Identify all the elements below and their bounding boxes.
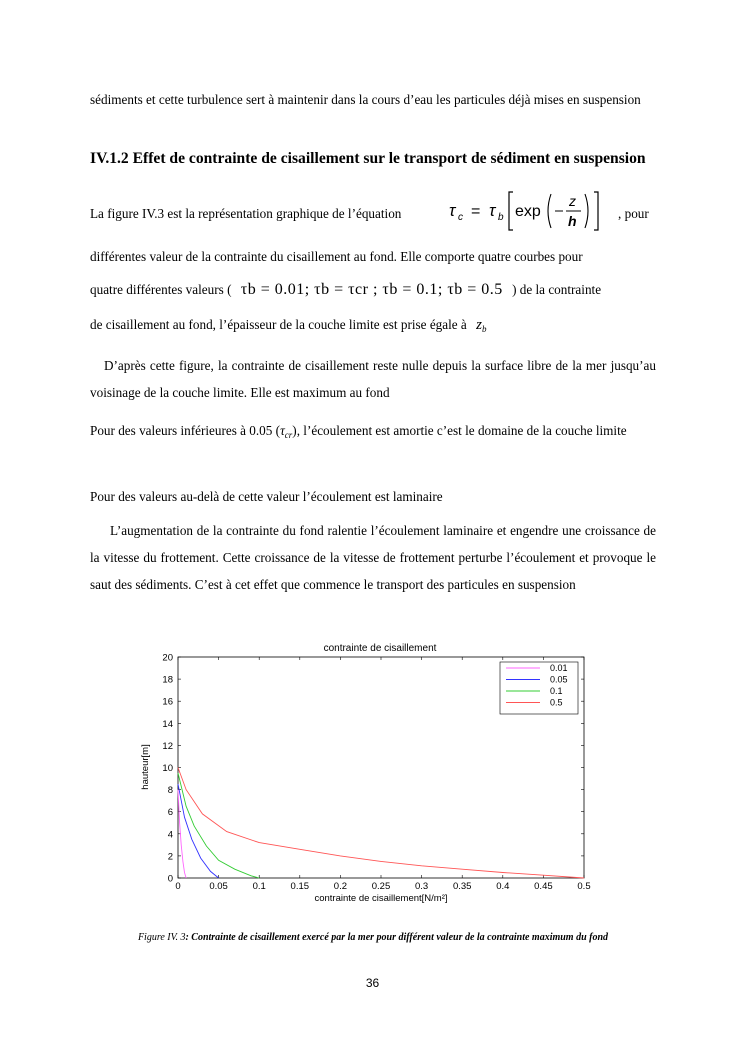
paragraph-inferieures: Pour des valeurs inférieures à 0.05 $(\tau_{cr})$, l’écoulement est amortie c’est le domaine de la couche limite (90, 423, 627, 440)
y-tick-label: 16 (162, 696, 173, 708)
x-axis-label: contrainte de cisaillement[N/m²] (314, 893, 448, 904)
legend-label: 0.1 (550, 686, 563, 696)
zb-symbol: $z_b$ (476, 317, 487, 334)
x-tick-label: 0.4 (496, 881, 510, 892)
x-tick-label: 0.05 (209, 881, 228, 892)
y-axis-label: hauteur[m] (140, 744, 151, 790)
eq-rhs-sub: b (498, 212, 504, 223)
y-tick-label: 12 (162, 740, 173, 752)
eq-equals: = (471, 203, 481, 220)
eq-lhs: τ (449, 201, 456, 220)
shear-stress-chart (130, 636, 610, 908)
x-tick-label: 0 (175, 881, 181, 892)
y-tick-label: 2 (167, 851, 173, 863)
tau-cr-symbol: $\tau_{cr}$ (280, 423, 293, 440)
figure-caption: Figure IV. 3: Contrainte de cisaillement exercé par la mer pour différent valeur de la contrainte maximum du fond (137, 932, 609, 943)
eq-den: h (568, 213, 577, 229)
legend-label: 0.5 (550, 697, 563, 708)
eq-num: z (569, 193, 576, 209)
eq-lhs-sub: c (458, 212, 463, 223)
page-number: 36 (365, 976, 380, 990)
y-tick-label: 4 (167, 829, 173, 841)
paragraph-apres: D’après cette figure, la contrainte de cisaillement reste nulle depuis la surface libre de la mer jusqu’au voisinage de la couche limite. Elle est maximum au fond (90, 358, 656, 400)
x-tick-label: 0.5 (577, 881, 591, 892)
top-paragraph: sédiments et cette turbulence sert à maintenir dans la cours d’eau les particules déjà mises en suspension (90, 92, 641, 107)
values-expression: τb = 0.01; τb = τcr ; τb = 0.1; τb = 0.5 (240, 281, 503, 298)
intro-line-2: différentes valeur de la contrainte du cisaillement au fond. Elle comporte quatre courbes pour (90, 249, 583, 264)
y-tick-label: 6 (167, 807, 173, 819)
y-tick-label: 8 (167, 785, 173, 797)
legend-label: 0.05 (550, 674, 568, 685)
x-tick-label: 0.35 (452, 881, 472, 892)
x-tick-label: 0.45 (534, 881, 553, 892)
chart-title: contrainte de cisaillement (323, 643, 437, 654)
y-tick-label: 20 (162, 652, 173, 664)
section-heading: IV.1.2 Effet de contrainte de cisaillement sur le transport de sédiment en suspension (90, 150, 646, 167)
y-tick-label: 14 (162, 718, 173, 730)
eq-exp: exp (515, 203, 541, 220)
intro-line-1-end: , pour (618, 206, 649, 221)
x-tick-label: 0.25 (371, 881, 391, 892)
x-tick-label: 0.1 (252, 881, 266, 892)
intro-line-4: de cisaillement au fond, l’épaisseur de la couche limite est prise égale à $z_b$ (90, 317, 487, 334)
equation-tau-c (445, 186, 615, 234)
intro-line-1: La figure IV.3 est la représentation graphique de l’équation (90, 206, 402, 221)
eq-rhs: τ (489, 201, 496, 220)
legend (500, 662, 578, 714)
y-tick-label: 0 (167, 873, 173, 885)
paragraph-au-dela: Pour des valeurs au-delà de cette valeur l’écoulement est laminaire (90, 489, 443, 504)
legend-label: 0.01 (550, 663, 568, 673)
paragraph-augmentation: L’augmentation de la contrainte du fond ralentie l’écoulement laminaire et engendre une croissance de la vitesse du frottement. Cette croissance de la vitesse de frottement perturbe l’écoulement et provoque le saut des sédiments. C’est à cet effet que commence le transport des particules en suspension (90, 523, 656, 592)
x-tick-label: 0.15 (290, 881, 310, 892)
x-tick-label: 0.3 (414, 881, 429, 892)
x-tick-label: 0.2 (333, 881, 348, 892)
y-tick-label: 10 (162, 763, 173, 774)
y-tick-label: 18 (162, 674, 173, 686)
intro-line-3: quatre différentes valeurs ( τb = 0.01; τb = τcr ; τb = 0.1; τb = 0.5 ) de la contrainte (90, 281, 602, 298)
